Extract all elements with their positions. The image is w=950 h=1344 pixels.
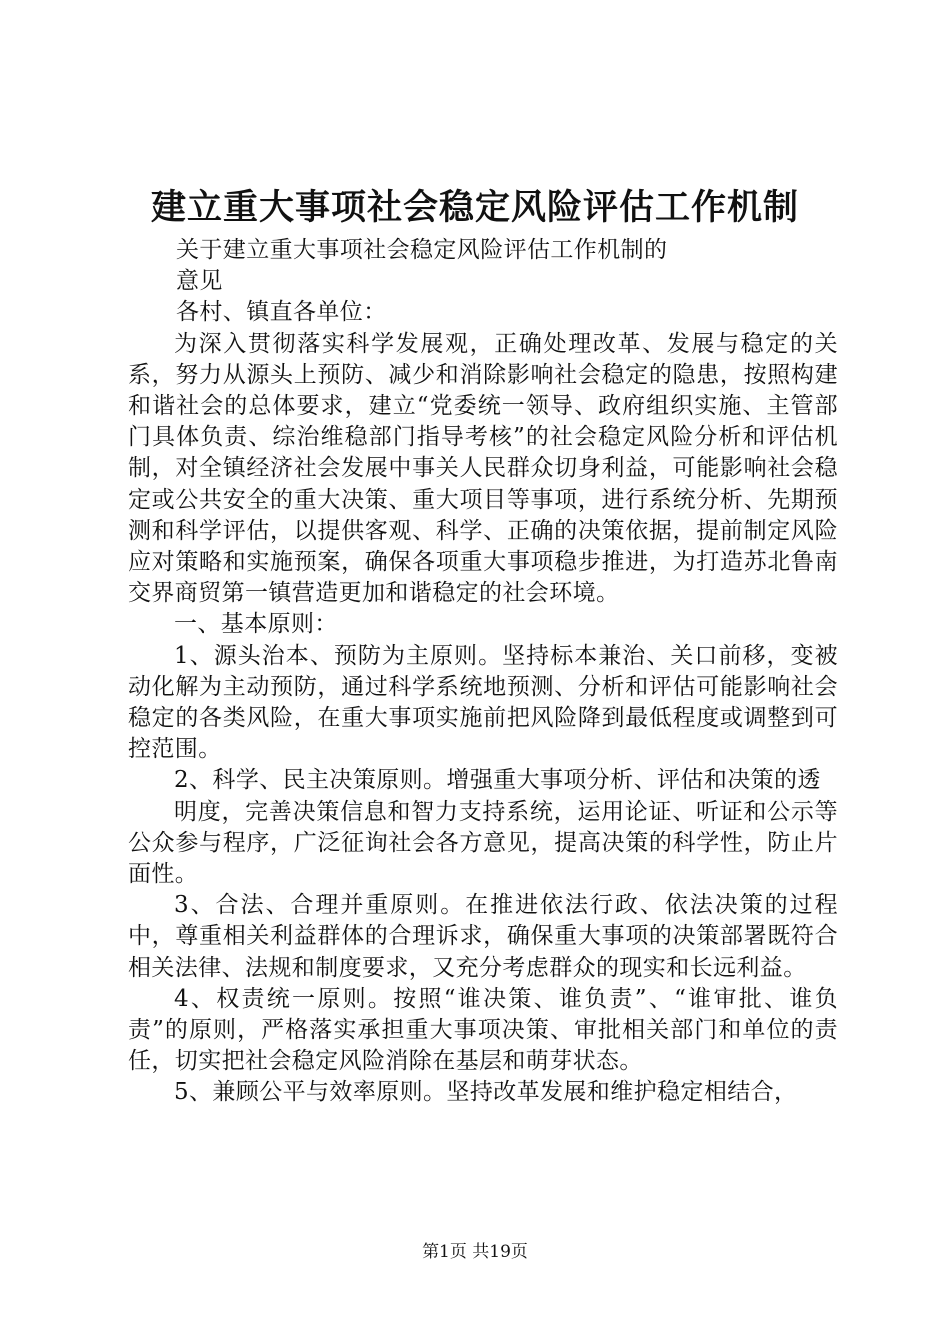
principle-4: 4、权责统一原则。按照“谁决策、谁负责”、“谁审批、谁负责”的原则，严格落实承担重大事项决策、审批相关部门和单位的责任，切实把社会稳定风险消除在基层和萌芽状态。 <box>128 985 838 1075</box>
principle-5: 5、兼顾公平与效率原则。坚持改革发展和维护稳定相结合， <box>174 1079 798 1106</box>
section-heading-basic-principles: 一、基本原则： <box>174 611 338 638</box>
document-title: 建立重大事项社会稳定风险评估工作机制 <box>150 187 799 228</box>
principle-1: 1、源头治本、预防为主原则。坚持标本兼治、关口前移，变被动化解为主动预防，通过科学系统地预测、分析和评估可能影响社会稳定的各类风险，在重大事项实施前把风险降到最低程度或调整到可控范围。 <box>128 642 838 763</box>
principle-2: 2、科学、民主决策原则。增强重大事项分析、评估和决策的透 <box>174 767 821 794</box>
subtitle-line-1: 关于建立重大事项社会稳定风险评估工作机制的 <box>176 237 668 263</box>
subtitle-line-2: 意见 <box>176 268 223 295</box>
paragraph-intro: 为深入贯彻落实科学发展观，正确处理改革、发展与稳定的关系，努力从源头上预防、减少和消除影响社会稳定的隐患，按照构建和谐社会的总体要求，建立“党委统一领导、政府组织实施、主管部门具体负责、综治维稳部门指导考核”的社会稳定风险分析和评估机制，对全镇经济社会发展中事关人民群众切身利益，可能影响社会稳定或公共安全的重大决策、重大项目等事项，进行系统分析、先期预测和科学评估，以提供客观、科学、正确的决策依据，提前制定风险应对策略和实施预案，确保各项重大事项稳步推进，为打造苏北鲁南交界商贸第一镇营造更加和谐稳定的社会环境。 <box>128 330 838 607</box>
page-footer: 第1页 共19页 <box>422 1242 528 1262</box>
salutation: 各村、镇直各单位： <box>176 299 387 326</box>
document-body <box>128 235 838 1109</box>
principle-3: 3、合法、合理并重原则。在推进依法行政、依法决策的过程中，尊重相关利益群体的合理诉求，确保重大事项的决策部署既符合相关法律、法规和制度要求，又充分考虑群众的现实和长远利益。 <box>128 892 838 981</box>
principle-2-continued: 明度，完善决策信息和智力支持系统，运用论证、听证和公示等公众参与程序，广泛征询社会各方意见，提高决策的科学性，防止片面性。 <box>128 798 838 888</box>
